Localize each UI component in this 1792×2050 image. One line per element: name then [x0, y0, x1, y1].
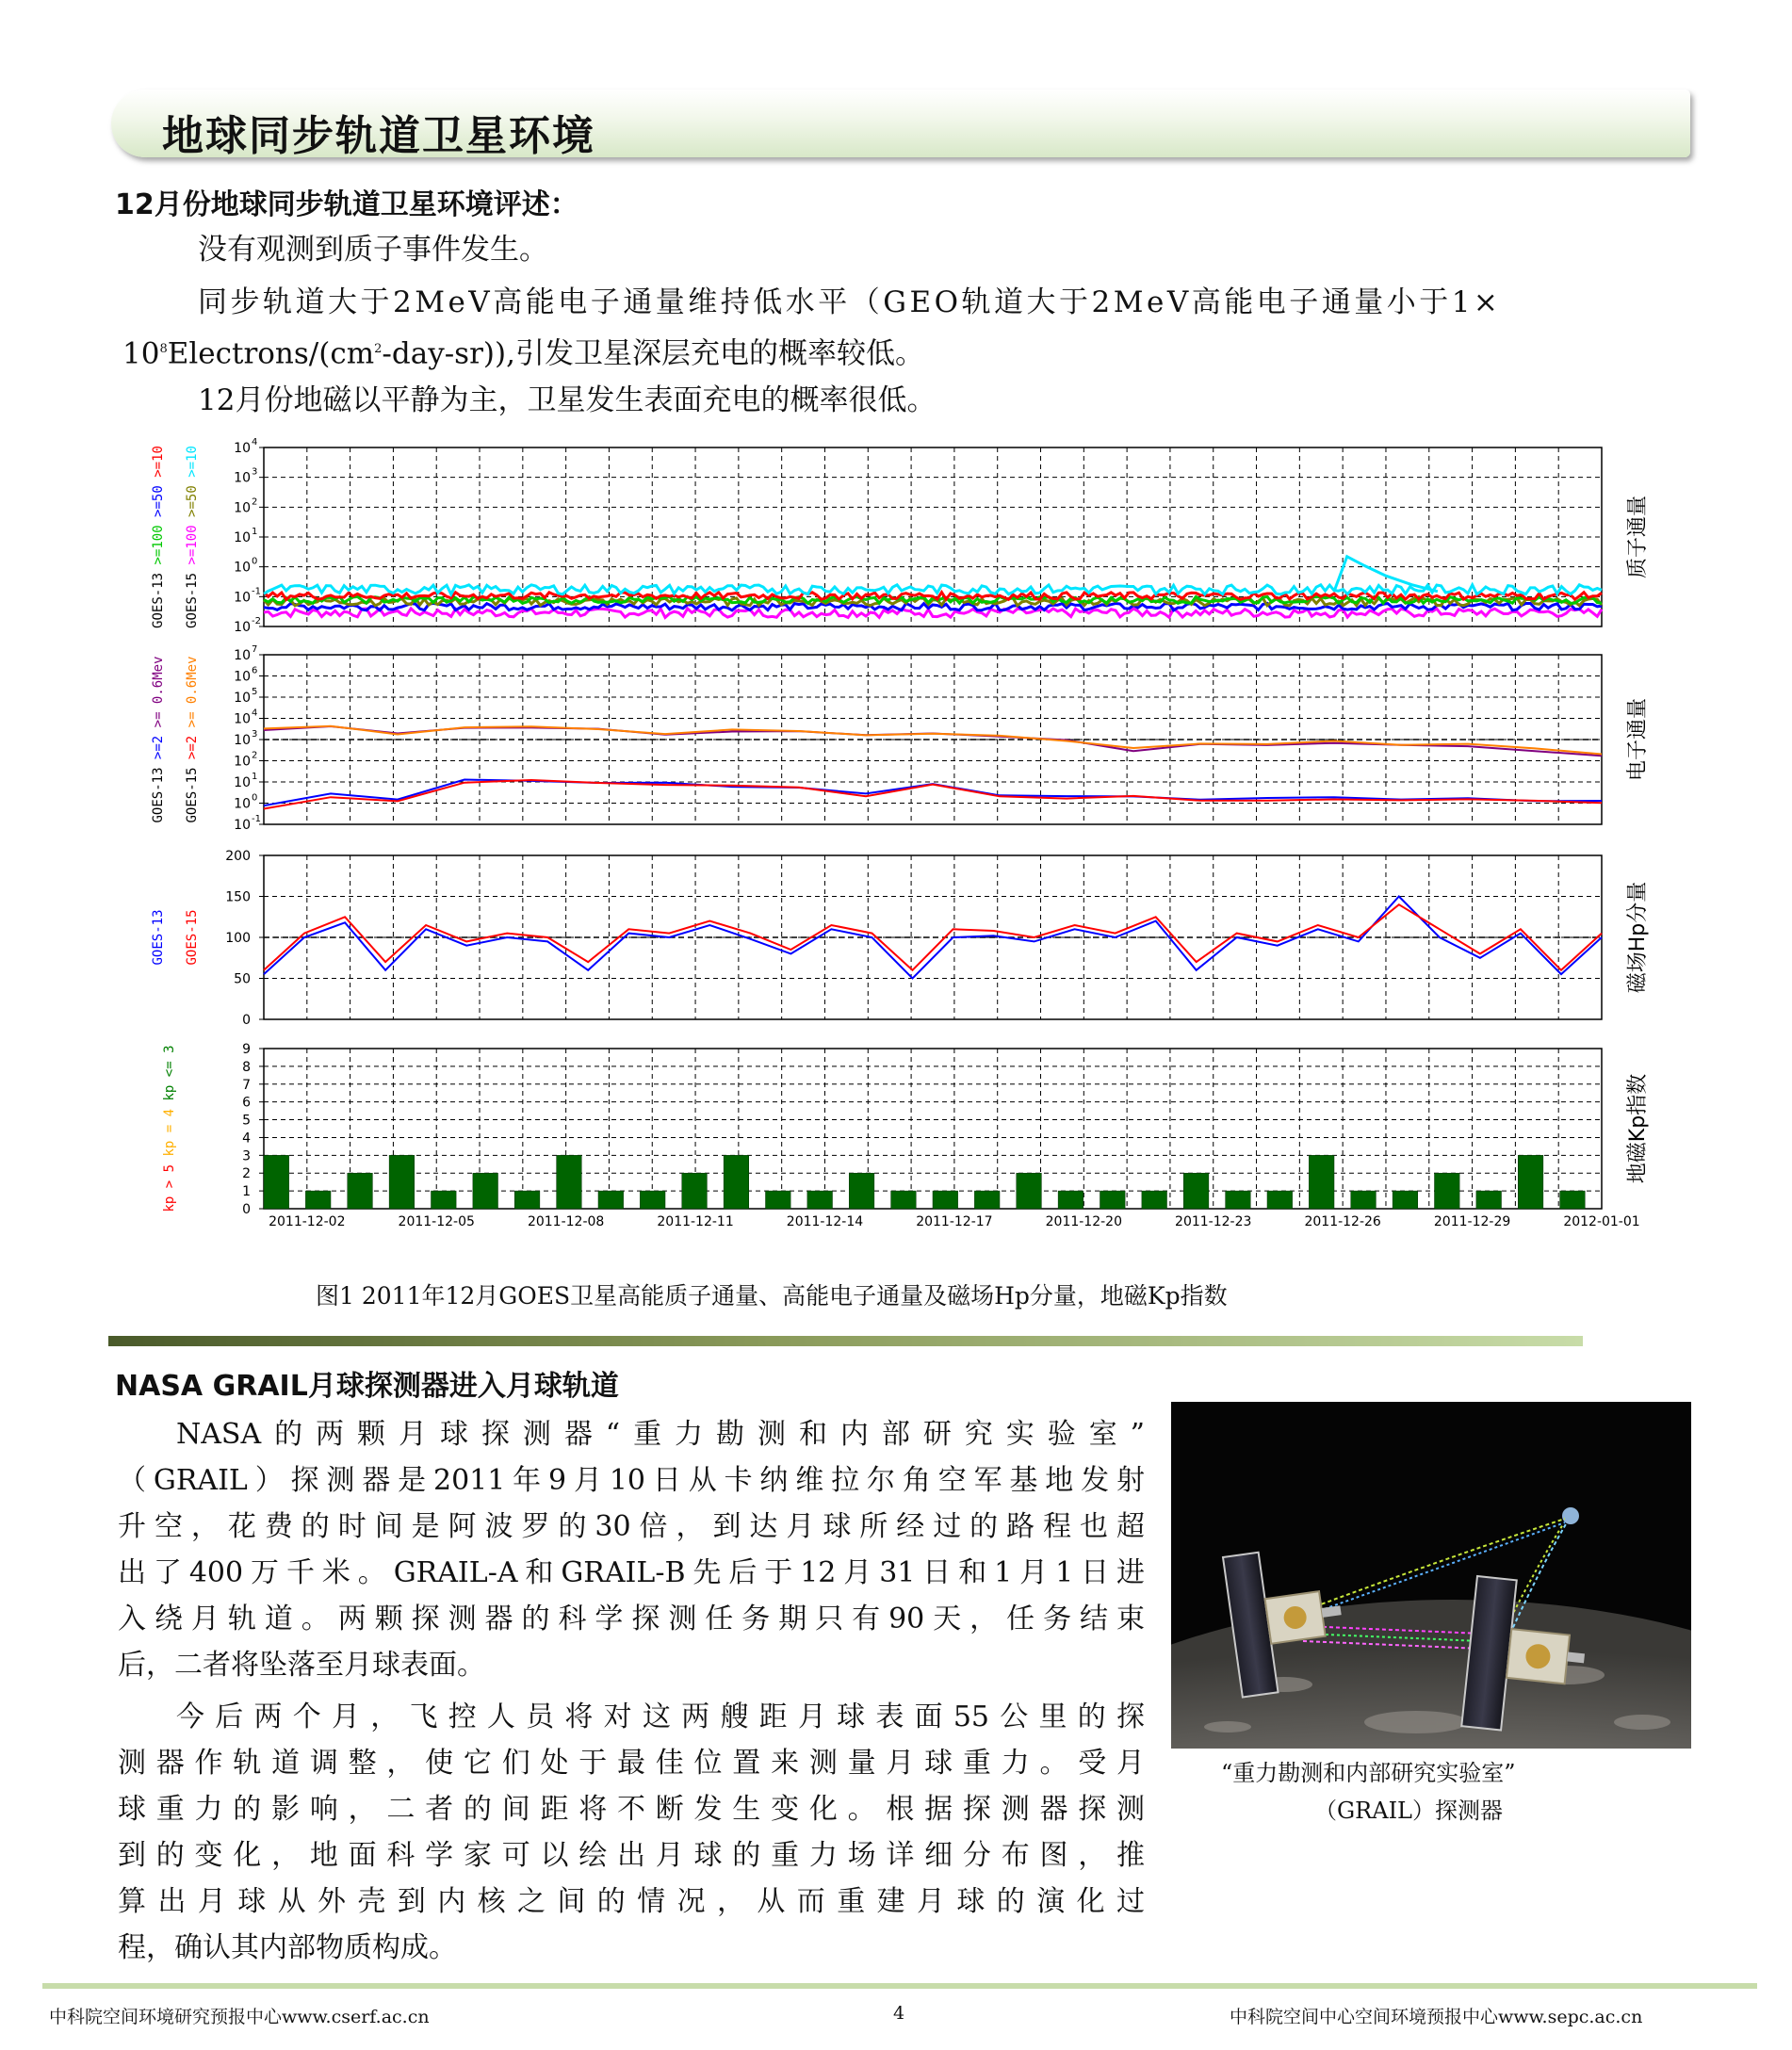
kp-bar — [264, 1155, 289, 1209]
kp-bar — [557, 1155, 582, 1209]
paragraph — [122, 326, 924, 377]
y-tick-label-exponent: 3 — [252, 729, 258, 740]
kp-bar — [1142, 1191, 1167, 1209]
series-legend-label — [162, 1045, 177, 1212]
y-tick-label: 50 — [234, 971, 251, 987]
x-tick-label: 2011-12-29 — [1433, 1214, 1511, 1229]
y-tick-label-exponent: -1 — [252, 814, 261, 824]
y-tick-label-exponent: -1 — [252, 586, 261, 597]
y-tick-label-exponent: 2 — [252, 750, 258, 761]
legend-part: GOES-15 — [185, 564, 200, 628]
kp-bar — [766, 1191, 791, 1209]
x-tick-label: 2011-12-23 — [1175, 1214, 1252, 1229]
y-tick-label-exponent: 2 — [252, 496, 258, 508]
y-tick-label: 0 — [242, 1202, 251, 1217]
y-tick-label: 150 — [225, 889, 251, 905]
text-line: 入绕月轨道。两颗探测器的科学探测任务期只有90天，任务结束 — [118, 1603, 1145, 1635]
section-heading: NASA GRAIL月球探测器进入月球轨道 — [115, 1370, 619, 1403]
kp-bar — [305, 1191, 331, 1209]
y-tick-label: 3 — [242, 1148, 251, 1164]
kp-bar — [389, 1155, 415, 1209]
legend-part: kp <= 3 — [162, 1045, 177, 1101]
y-tick-label: 10 — [234, 560, 251, 576]
panel-title: 地磁Kp指数 — [1626, 1073, 1650, 1184]
y-tick-label-exponent: 6 — [252, 665, 258, 676]
x-tick-label: 2011-12-11 — [657, 1214, 734, 1229]
y-tick-label: 10 — [234, 711, 251, 727]
y-tick-label-exponent: 0 — [252, 792, 258, 804]
kp-bar — [1183, 1173, 1209, 1209]
legend-part: kp > 5 — [162, 1156, 177, 1212]
legend-part: >= 0.6Mev — [151, 656, 166, 728]
kp-bar — [807, 1191, 833, 1209]
y-tick-label: 1 — [242, 1184, 251, 1200]
kp-bar — [891, 1191, 917, 1209]
x-tick-label: 2011-12-26 — [1304, 1214, 1381, 1229]
section-heading: 12月份地球同步轨道卫星环境评述： — [115, 188, 578, 221]
y-tick-label: 10 — [234, 648, 251, 663]
kp-bar — [1476, 1191, 1502, 1209]
y-tick-label: 10 — [234, 441, 251, 456]
y-tick-label: 10 — [234, 754, 251, 770]
kp-bar — [1267, 1191, 1293, 1209]
y-tick-label: 10 — [234, 500, 251, 516]
kp-bar — [974, 1191, 1000, 1209]
legend-part: >=100 — [151, 516, 166, 565]
paragraph: 12月份地磁以平静为主，卫星发生表面充电的概率很低。 — [198, 383, 937, 417]
x-tick-label: 2012-01-01 — [1563, 1214, 1640, 1229]
x-tick-label: 2011-12-02 — [269, 1214, 346, 1229]
footer-left-text: 中科院空间环境研究预报中心www.cserf.ac.cn — [49, 2007, 430, 2027]
article-paragraph-1 — [118, 1411, 1145, 1688]
paragraph: 没有观测到质子事件发生。 — [198, 233, 548, 267]
panel-title: 磁场Hp分量 — [1626, 881, 1650, 994]
kp-bar — [598, 1191, 624, 1209]
legend-part: >= 0.6Mev — [185, 656, 200, 728]
kp-bar — [432, 1191, 457, 1209]
chart-panel-frame — [264, 1049, 1602, 1209]
goes-chart — [141, 429, 1696, 1229]
text-line: NASA的两颗月球探测器“重力勘测和内部研究实验室” — [176, 1418, 1145, 1451]
y-tick-label: 4 — [242, 1131, 251, 1147]
y-tick-label: 10 — [234, 590, 251, 606]
series-legend-label — [185, 909, 200, 965]
y-tick-label-exponent: -2 — [252, 616, 261, 626]
y-tick-label: 10 — [234, 733, 251, 748]
series-legend-label — [151, 909, 166, 965]
y-tick-label: 6 — [242, 1095, 251, 1111]
kp-bar — [1226, 1191, 1251, 1209]
superscript: 8 — [159, 342, 168, 356]
y-tick-label: 10 — [234, 818, 251, 833]
y-tick-label-exponent: 4 — [252, 708, 258, 719]
kp-bar — [849, 1173, 874, 1209]
text-run: Electrons/(cm — [167, 336, 375, 371]
kp-bar — [1309, 1155, 1334, 1209]
y-tick-label: 10 — [234, 691, 251, 706]
kp-bar — [724, 1155, 749, 1209]
x-tick-label: 2011-12-14 — [786, 1214, 864, 1229]
kp-bar — [1393, 1191, 1418, 1209]
legend-part: >=2 — [185, 727, 200, 760]
y-tick-label: 2 — [242, 1166, 251, 1182]
text-line: 升空，花费的时间是阿波罗的30倍，到达月球所经过的路程也超 — [118, 1510, 1145, 1543]
y-tick-label-exponent: 1 — [252, 772, 258, 782]
x-tick-label: 2011-12-20 — [1045, 1214, 1123, 1229]
text-line: 到的变化，地面科学家可以绘出月球的重力场详细分布图，推 — [118, 1839, 1145, 1872]
y-tick-label: 10 — [234, 775, 251, 790]
series-legend-label — [151, 656, 166, 822]
legend-part: GOES-15 — [185, 759, 200, 823]
y-tick-label: 100 — [225, 931, 251, 946]
legend-part: GOES-13 — [151, 759, 166, 823]
image-caption: “重力勘测和内部研究实验室” — [1221, 1760, 1516, 1786]
text-line: （GRAIL）探测器是2011年9月10日从卡纳维拉尔角空军基地发射 — [118, 1464, 1145, 1497]
legend-part: GOES-15 — [185, 909, 200, 966]
kp-bar — [1100, 1191, 1126, 1209]
y-tick-label: 10 — [234, 530, 251, 545]
text-run: -day-sr)),引发卫星深层充电的概率较低。 — [382, 336, 924, 371]
text-line: 测器作轨道调整，使它们处于最佳位置来测量月球重力。受月 — [118, 1747, 1145, 1780]
kp-bar — [1058, 1191, 1083, 1209]
text-line: 球重力的影响，二者的间距将不断发生变化。根据探测器探测 — [118, 1793, 1145, 1826]
text-line: 算出月球从外壳到内核之间的情况，从而重建月球的演化过 — [118, 1885, 1145, 1918]
footer-rule — [42, 1983, 1757, 1989]
page-number: 4 — [893, 2003, 905, 2024]
y-tick-label-exponent: 5 — [252, 687, 258, 697]
kp-bar — [348, 1173, 373, 1209]
y-tick-label: 10 — [234, 796, 251, 812]
y-tick-label: 200 — [225, 849, 251, 864]
kp-bar — [640, 1191, 665, 1209]
figure-caption: 图1 2011年12月GOES卫星高能质子通量、高能电子通量及磁场Hp分量，地磁Kp指数 — [316, 1282, 1228, 1310]
kp-bar — [682, 1173, 708, 1209]
grail-spacecraft-image — [1171, 1402, 1691, 1749]
legend-part: >=10 — [151, 446, 166, 478]
panel-title: 质子通量 — [1626, 495, 1650, 579]
series-legend-label — [185, 446, 200, 628]
text-run: 10 — [122, 336, 160, 371]
legend-part: >=2 — [151, 727, 166, 760]
legend-part: >=100 — [185, 516, 200, 565]
kp-bar — [933, 1191, 958, 1209]
y-tick-label: 0 — [242, 1013, 251, 1028]
y-tick-label: 9 — [242, 1042, 251, 1057]
series-legend-label — [151, 446, 166, 628]
y-tick-label-exponent: 3 — [252, 466, 258, 478]
y-tick-label-exponent: 4 — [252, 437, 258, 447]
text-line: 后，二者将坠落至月球表面。 — [118, 1649, 485, 1682]
text-line: 出了400万千米。GRAIL-A和GRAIL-B先后于12月31日和1月1日进 — [118, 1556, 1145, 1589]
kp-bar — [473, 1173, 498, 1209]
y-tick-label: 10 — [234, 470, 251, 486]
x-tick-label: 2011-12-05 — [398, 1214, 475, 1229]
y-tick-label-exponent: 0 — [252, 556, 258, 567]
kp-bar — [1435, 1173, 1460, 1209]
y-tick-label: 7 — [242, 1077, 251, 1093]
x-tick-label: 2011-12-17 — [916, 1214, 993, 1229]
y-tick-label: 8 — [242, 1059, 251, 1075]
text-line: 今后两个月，飞控人员将对这两艘距月球表面55公里的探 — [176, 1700, 1145, 1733]
legend-part: >=50 — [151, 477, 166, 517]
kp-bar — [514, 1191, 540, 1209]
legend-part: >=50 — [185, 477, 200, 517]
page-title: 地球同步轨道卫星环境 — [162, 112, 595, 160]
legend-part: >=10 — [185, 446, 200, 478]
text-line: 程，确认其内部物质构成。 — [118, 1931, 457, 1964]
image-caption: （GRAIL）探测器 — [1314, 1798, 1503, 1824]
panel-title: 电子通量 — [1626, 697, 1650, 782]
footer-right-text: 中科院空间中心空间环境预报中心www.sepc.ac.cn — [1230, 2007, 1643, 2027]
legend-part: GOES-13 — [151, 564, 166, 628]
x-tick-label: 2011-12-08 — [527, 1214, 605, 1229]
y-tick-label: 10 — [234, 620, 251, 635]
y-tick-label: 10 — [234, 669, 251, 685]
section-divider — [108, 1336, 1583, 1346]
kp-bar — [1560, 1191, 1586, 1209]
legend-part: kp = 4 — [162, 1100, 177, 1157]
y-tick-label-exponent: 1 — [252, 527, 258, 537]
y-tick-label: 5 — [242, 1113, 251, 1129]
superscript: 2 — [374, 342, 383, 356]
article-paragraph-2 — [118, 1694, 1145, 1971]
kp-bar — [1518, 1155, 1543, 1209]
kp-bar — [1017, 1173, 1042, 1209]
y-tick-label-exponent: 7 — [252, 644, 258, 655]
legend-part: GOES-13 — [151, 909, 166, 966]
series-legend-label — [185, 656, 200, 822]
kp-bar — [1351, 1191, 1377, 1209]
paragraph: 同步轨道大于2MeV高能电子通量维持低水平（GEO轨道大于2MeV高能电子通量小于1× — [198, 285, 1502, 319]
